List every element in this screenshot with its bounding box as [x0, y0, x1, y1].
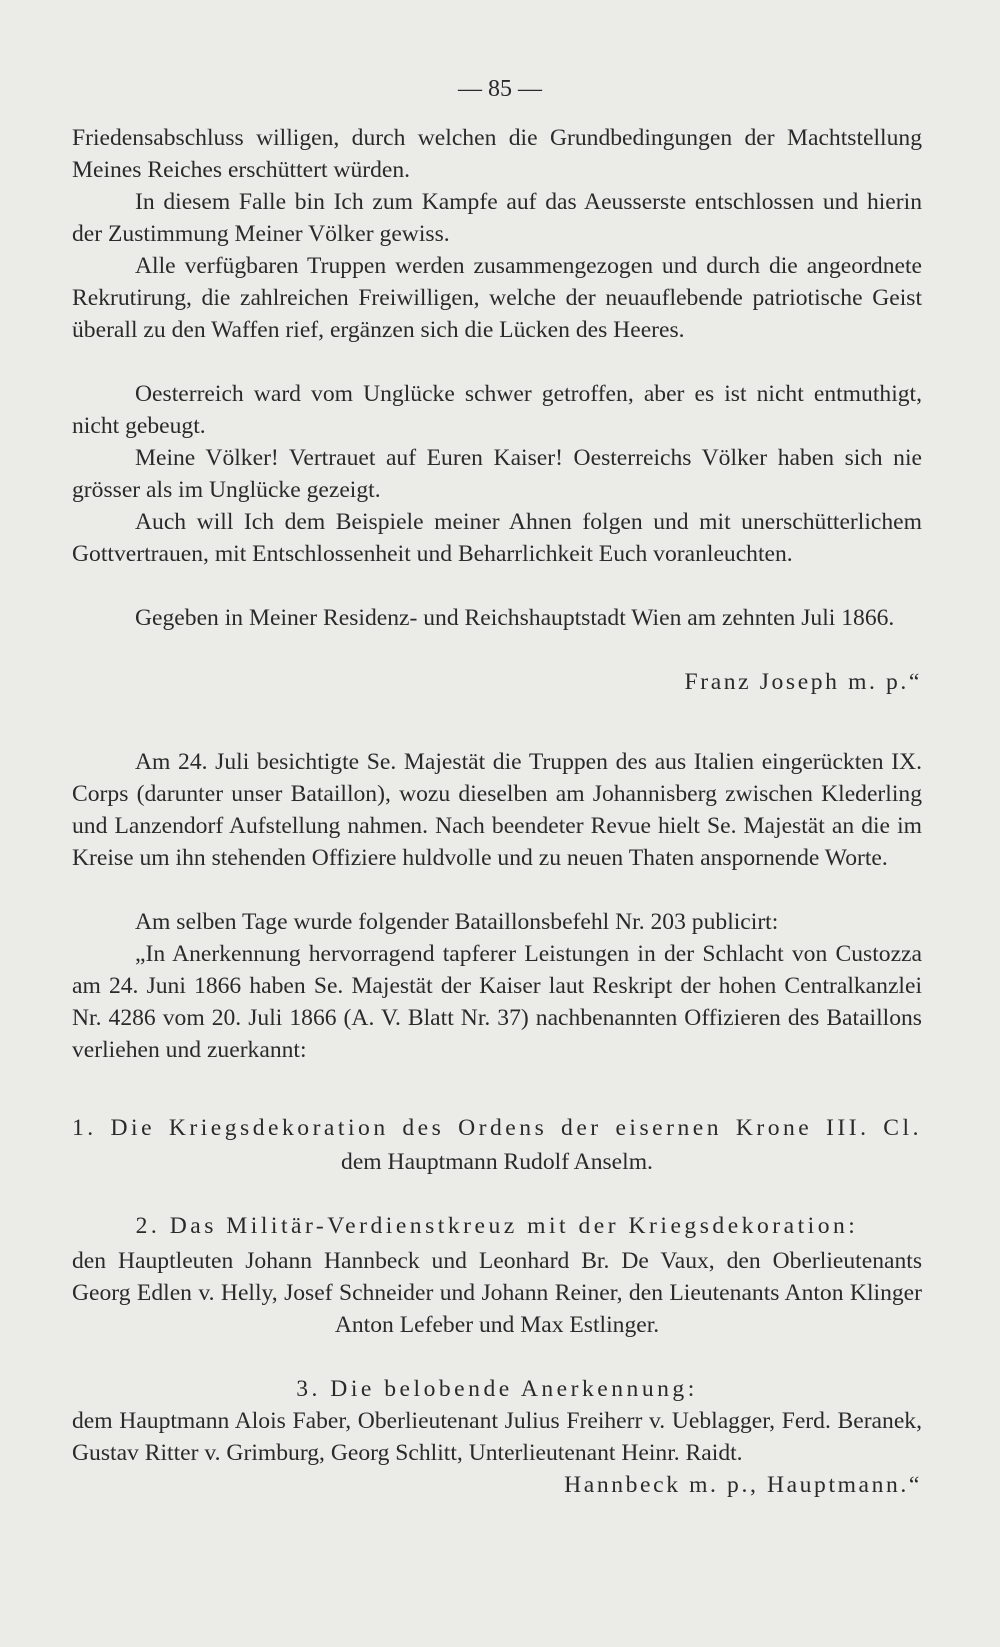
paragraph-austria: Oesterreich ward vom Unglücke schwer getroffen, aber es ist nicht entmuthigt, nicht gebeugt. — [72, 381, 922, 439]
signature-emperor: Franz Joseph m. p.“ — [684, 669, 922, 695]
paragraph-review: Am 24. Juli besichtigte Se. Majestät die Truppen des aus Italien eingerückten IX. Corps (darunter unser Bataillon), wozu dieselben am Johannisberg zwischen Klederling und Lanzendorf Aufstellung nahmen. Nach beendeter Revue hielt Se. Majestät an die im Kreise um ihn stehenden Offiziere huldvolle und zu neuen Thaten anspornende Worte. — [72, 749, 922, 871]
page-number: — 85 — — [458, 76, 542, 102]
paragraph-continuation: Friedensabschluss willigen, durch welchen die Grundbedingungen der Machtstellung Meines Reiches erschüttert würden. — [72, 125, 922, 183]
award-1-heading: 1. Die Kriegsdekoration des Ordens der eisernen Krone III. Cl. — [72, 1115, 922, 1141]
paragraph-ancestors: Auch will Ich dem Beispiele meiner Ahnen folgen und mit unerschütterlichem Gottvertrauen, mit Entschlossenheit und Beharrlichkeit Euch voranleuchten. — [72, 509, 922, 567]
award-3-text: dem Hauptmann Alois Faber, Oberlieutenant Julius Freiherr v. Ueblagger, Ferd. Beranek, Gustav Ritter v. Grimburg, Georg Schlitt, Unterlieutenant Heinr. Raidt. — [72, 1408, 922, 1466]
award-1-text: dem Hauptmann Rudolf Anselm. — [341, 1149, 653, 1175]
paragraph-troops: Alle verfügbaren Truppen werden zusammengezogen und durch die angeordnete Rekrutirung, die zahlreichen Freiwilligen, welche der neuauflebende patriotische Geist überall zu den Waffen rief, ergänzen sich die Lücken des Heeres. — [72, 253, 922, 343]
award-2-heading: 2. Das Militär-Verdienstkreuz mit der Kriegsdekoration: — [135, 1213, 859, 1239]
paragraph-given: Gegeben in Meiner Residenz- und Reichshauptstadt Wien am zehnten Juli 1866. — [135, 605, 895, 631]
paragraph-resolve: In diesem Falle bin Ich zum Kampfe auf das Aeusserste entschlossen und hierin der Zustimmung Meiner Völker gewiss. — [72, 189, 922, 247]
paragraph-peoples: Meine Völker! Vertrauet auf Euren Kaiser! Oesterreichs Völker haben sich nie grösser als im Unglücke gezeigt. — [72, 445, 922, 503]
award-2-text: den Hauptleuten Johann Hannbeck und Leonhard Br. De Vaux, den Oberlieutenants Georg Edlen v. Helly, Josef Schneider und Johann Reiner, den Lieutenants Anton Klinger Anton Lefeber und Max Estlinger. — [72, 1248, 922, 1338]
award-3-heading: 3. Die belobende Anerkennung: — [296, 1376, 698, 1402]
paragraph-recognition: „In Anerkennung hervorragend tapferer Leistungen in der Schlacht von Custozza am 24. Juni 1866 haben Se. Majestät der Kaiser laut Reskript der hohen Centralkanzlei Nr. 4286 vom 20. Juli 1866 (A. V. Blatt Nr. 37) nachbenannten Offizieren des Bataillons verliehen und zuerkannt: — [72, 941, 922, 1063]
signature-captain: Hannbeck m. p., Hauptmann.“ — [564, 1472, 922, 1498]
paragraph-order: Am selben Tage wurde folgender Bataillonsbefehl Nr. 203 publicirt: — [135, 909, 779, 935]
